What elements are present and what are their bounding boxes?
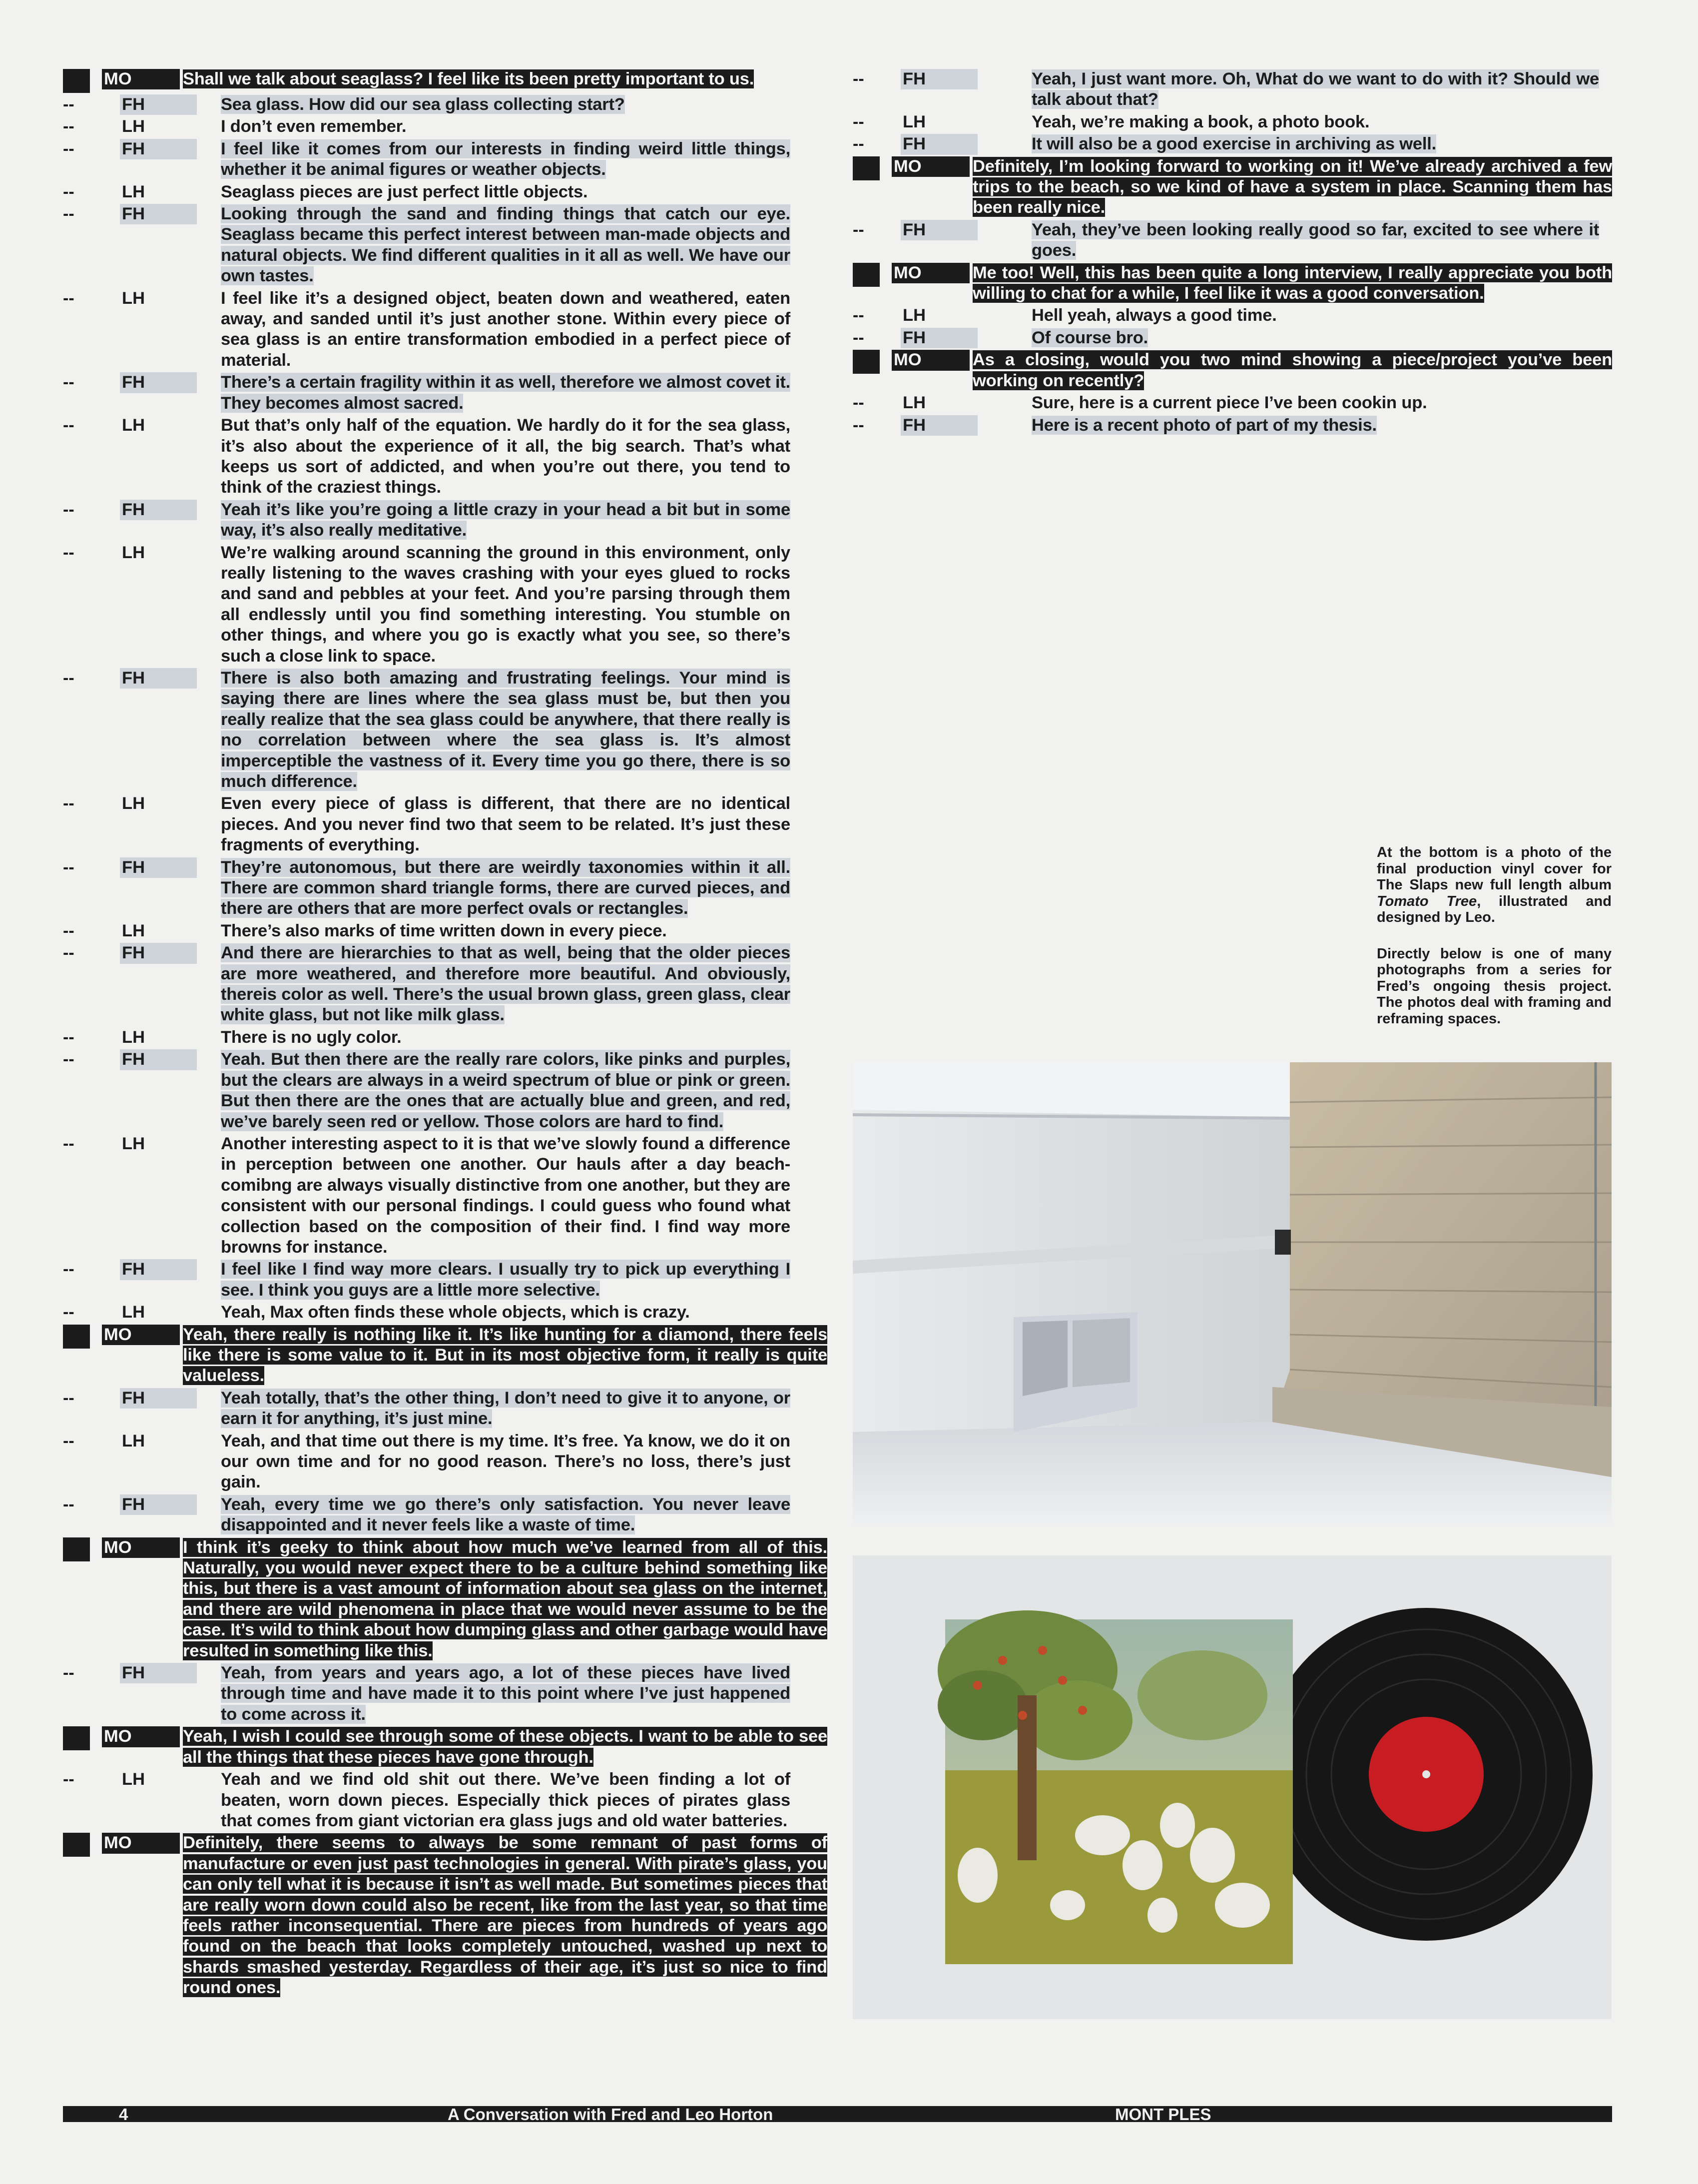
dialogue-text: Me too! Well, this has been quite a long interview, I really appreciate you both willing to chat for a while, I feel like it was a good conversation. <box>973 263 1612 303</box>
dash-marker: -- <box>63 1303 74 1322</box>
dialogue-turn <box>63 288 827 371</box>
dialogue-text: Yeah, I just want more. Oh, What do we want to do with it? Should we talk about that? <box>1032 69 1599 109</box>
dash-marker: -- <box>63 117 74 136</box>
interviewer-marker-square <box>63 1726 90 1750</box>
speaker-initials: FH <box>901 328 978 348</box>
dialogue-turn <box>853 220 1612 261</box>
speaker-initials: MO <box>892 156 970 177</box>
interviewer-marker-square <box>853 350 880 374</box>
dialogue-text-wrapper <box>221 793 790 855</box>
dialogue-turn <box>63 943 827 1026</box>
speaker-initials: MO <box>102 69 180 89</box>
dialogue-turn <box>63 793 827 855</box>
dialogue-text: We’re walking around scanning the ground in this environment, only really listening to the waves crashing with your eyes glued to rocks and sand and pebbles at your feet. And you’re parsing through them all endlessly until you find something interesting. You stumble on other things, and where you go is exactly what you see, so there’s such a close link to space. <box>221 543 790 666</box>
dash-marker: -- <box>63 1388 74 1408</box>
speaker-initials: LH <box>122 416 145 435</box>
dialogue-text-wrapper <box>221 543 790 667</box>
dialogue-text-wrapper <box>221 139 790 180</box>
dialogue-turn <box>63 372 827 414</box>
thesis-room-photo <box>853 1062 1612 1525</box>
dialogue-turn <box>63 182 827 202</box>
speaker-initials: MO <box>102 1726 180 1747</box>
speaker-initials: LH <box>122 1431 145 1451</box>
dialogue-text-wrapper <box>183 1537 827 1661</box>
dialogue-text: I feel like it comes from our interests in finding weird little things, whether it be animal figures or weather objects. <box>221 139 790 179</box>
dialogue-text-wrapper <box>1032 134 1599 154</box>
speaker-initials: LH <box>122 1770 145 1789</box>
dialogue-text-wrapper <box>183 69 827 89</box>
dialogue-turn <box>63 204 827 287</box>
dialogue-turn <box>63 1537 827 1661</box>
speaker-initials: LH <box>122 288 145 308</box>
dialogue-turn <box>63 139 827 180</box>
vinyl-illustration <box>853 1555 1612 2019</box>
dash-marker: -- <box>63 921 74 940</box>
dash-marker: -- <box>63 668 74 688</box>
speaker-initials: LH <box>903 393 926 413</box>
dialogue-text: Even every piece of glass is different, that there are no identical pieces. And you never find two that seem to be related. It’s just these fragments of everything. <box>221 794 790 855</box>
dialogue-turn <box>63 668 827 792</box>
vinyl-record <box>1260 1608 1593 1941</box>
dash-marker: -- <box>63 416 74 435</box>
dialogue-text-wrapper <box>183 1325 827 1387</box>
interview-column-right <box>853 69 1612 437</box>
dialogue-turn <box>63 1833 827 1998</box>
dash-marker: -- <box>63 794 74 813</box>
dialogue-text: Here is a recent photo of part of my thesis. <box>1032 415 1377 435</box>
article-title: A Conversation with Fred and Leo Horton <box>448 2105 773 2124</box>
dialogue-turn <box>63 1325 827 1387</box>
speaker-initials: FH <box>120 94 197 115</box>
dash-marker: -- <box>63 1431 74 1451</box>
dialogue-text-wrapper <box>973 156 1612 218</box>
dialogue-text: There’s a certain fragility within it as well, therefore we almost covet it. They becomes almost sacred. <box>221 373 790 413</box>
dialogue-turn <box>63 116 827 137</box>
dialogue-text: As a closing, would you two mind showing a piece/project you’ve been working on recently? <box>973 350 1612 390</box>
dialogue-text: Yeah. But then there are the really rare colors, like pinks and purples, but the clears are always in a weird spectrum of blue or pink or green. But then there are the ones that are actually blue and green, and red, we’ve barely seen red or yellow. Those colors are hard to find. <box>221 1050 790 1131</box>
dash-marker: -- <box>853 393 864 413</box>
dash-marker: -- <box>63 373 74 392</box>
dialogue-turn <box>63 1388 827 1430</box>
dialogue-text: And there are hierarchies to that as well, being that the older pieces are more weathered, and therefore more beautiful. And obviously, thereis color as well. There’s the usual brown glass, green glass, clear white glass, but not like milk glass. <box>221 943 790 1025</box>
speaker-initials: MO <box>102 1833 180 1853</box>
dialogue-turn <box>853 305 1612 326</box>
dialogue-text-wrapper <box>1032 69 1599 110</box>
dash-marker: -- <box>63 943 74 963</box>
dialogue-text-wrapper <box>221 1388 790 1430</box>
speaker-initials: FH <box>120 668 197 689</box>
dialogue-text-wrapper <box>221 94 790 115</box>
dash-marker: -- <box>853 415 864 435</box>
dialogue-text-wrapper <box>221 1259 790 1301</box>
dialogue-text: They’re autonomous, but there are weirdly taxonomies within it all. There are common shard triangle forms, there are curved pieces, and there are others that are more perfect ovals or rectangles. <box>221 857 790 918</box>
dialogue-text-wrapper <box>221 182 790 202</box>
interview-column-left <box>63 69 827 2000</box>
dialogue-turn <box>853 393 1612 413</box>
speaker-initials: FH <box>120 1494 197 1515</box>
dash-marker: -- <box>63 1770 74 1789</box>
interviewer-marker-square <box>63 1325 90 1349</box>
interviewer-marker-square <box>63 69 90 93</box>
caption-album-cover: At the bottom is a photo of the final production vinyl cover for The Slaps new full length album Tomato Tree, illustrated and designed by Leo. <box>1377 844 1612 925</box>
dialogue-turn <box>63 415 827 498</box>
dialogue-text: I feel like I find way more clears. I usually try to pick up everything I see. I think you guys are a little more selective. <box>221 1260 790 1300</box>
speaker-initials: FH <box>120 500 197 520</box>
speaker-initials: LH <box>122 1303 145 1322</box>
dialogue-text-wrapper <box>1032 328 1599 348</box>
dash-marker: -- <box>63 543 74 562</box>
speaker-initials: FH <box>901 415 978 436</box>
dialogue-text: Yeah, they’ve been looking really good so far, excited to see where it goes. <box>1032 220 1599 260</box>
dialogue-text-wrapper <box>221 1769 790 1831</box>
speaker-initials: FH <box>120 372 197 393</box>
speaker-initials: LH <box>122 117 145 136</box>
interviewer-marker-square <box>853 263 880 287</box>
dash-marker: -- <box>853 220 864 239</box>
speaker-initials: MO <box>892 263 970 283</box>
dash-marker: -- <box>853 69 864 88</box>
dialogue-text-wrapper <box>221 288 790 371</box>
dialogue-text: It will also be a good exercise in archiving as well. <box>1032 134 1437 154</box>
dialogue-text-wrapper <box>221 943 790 1026</box>
dialogue-text-wrapper <box>221 1431 790 1493</box>
dialogue-text: I don’t even remember. <box>221 117 407 136</box>
dialogue-text-wrapper <box>183 1833 827 1998</box>
dash-marker: -- <box>63 204 74 224</box>
dash-marker: -- <box>63 500 74 519</box>
speaker-initials: FH <box>120 139 197 159</box>
dialogue-text-wrapper <box>973 263 1612 304</box>
dash-marker: -- <box>63 1050 74 1069</box>
dialogue-turn <box>63 1769 827 1831</box>
dialogue-text-wrapper <box>221 1134 790 1258</box>
speaker-initials: LH <box>122 182 145 201</box>
dialogue-text-wrapper <box>221 116 790 137</box>
speaker-initials: FH <box>120 1663 197 1683</box>
dialogue-turn <box>63 500 827 541</box>
dialogue-text: Of course bro. <box>1032 328 1148 347</box>
dialogue-turn <box>63 94 827 115</box>
speaker-initials: FH <box>120 943 197 963</box>
dialogue-text: There is also both amazing and frustrating feelings. Your mind is saying there are lines where the sea glass must be, but then you really realize that the sea glass could be anywhere, that there really is no correlation between where the sea glass is. It’s almost imperceptible the vastness of it. Every time you go there, there is so much difference. <box>221 668 790 791</box>
dialogue-text-wrapper <box>221 857 790 919</box>
speaker-initials: LH <box>122 1134 145 1153</box>
dialogue-text-wrapper <box>221 500 790 541</box>
dialogue-turn <box>853 263 1612 304</box>
dash-marker: -- <box>63 288 74 308</box>
dialogue-text-wrapper <box>183 1726 827 1768</box>
dash-marker: -- <box>63 139 74 158</box>
dialogue-text-wrapper <box>221 1027 790 1048</box>
dialogue-text: Seaglass pieces are just perfect little objects. <box>221 182 588 201</box>
photo-captions <box>1377 844 1612 1047</box>
dialogue-text: But that’s only half of the equation. We hardly do it for the sea glass, it’s also about the experience of it all, the big search. That’s what keeps us sort of addicted, and when you’re out there, you tend to think of the craziest things. <box>221 416 790 497</box>
album-cover-photo <box>853 1555 1612 2019</box>
dash-marker: -- <box>853 134 864 154</box>
dialogue-text-wrapper <box>221 1302 790 1323</box>
dash-marker: -- <box>63 857 74 877</box>
speaker-initials: FH <box>120 857 197 878</box>
dialogue-text: Yeah, I wish I could see through some of these objects. I want to be able to see all the things that these pieces have gone through. <box>183 1727 827 1767</box>
dialogue-text-wrapper <box>1032 305 1599 326</box>
dash-marker: -- <box>853 328 864 347</box>
dialogue-text: Definitely, I’m looking forward to working on it! We’ve already archived a few trips to the beach, so we kind of have a system in place. Scanning them has been really nice. <box>973 156 1612 217</box>
dialogue-text: Yeah, there really is nothing like it. It’s like hunting for a diamond, there feels like there is some value to it. But in its most objective form, it really is quite valueless. <box>183 1325 827 1386</box>
speaker-initials: FH <box>120 1049 197 1070</box>
dialogue-turn <box>63 1134 827 1258</box>
speaker-initials: MO <box>102 1537 180 1558</box>
dialogue-turn <box>63 1259 827 1301</box>
page-number: 4 <box>119 2105 128 2124</box>
dialogue-text: There is no ugly color. <box>221 1027 402 1047</box>
dialogue-text-wrapper <box>1032 393 1599 413</box>
album-title: Tomato Tree <box>1377 893 1477 909</box>
dialogue-text: Yeah, every time we go there’s only satisfaction. You never leave disappointed and it never feels like a waste of time. <box>221 1494 790 1535</box>
speaker-initials: FH <box>120 204 197 224</box>
dialogue-text-wrapper <box>221 1494 790 1536</box>
dialogue-turn <box>63 921 827 941</box>
dialogue-text-wrapper <box>1032 415 1599 436</box>
speaker-initials: LH <box>122 794 145 813</box>
interviewer-marker-square <box>853 156 880 180</box>
dash-marker: -- <box>63 1027 74 1047</box>
dialogue-turn <box>63 1431 827 1493</box>
dash-marker: -- <box>63 1134 74 1153</box>
dialogue-turn <box>853 350 1612 391</box>
dialogue-turn <box>63 1027 827 1048</box>
dialogue-text: I feel like it’s a designed object, beaten down and weathered, eaten away, and sanded until it’s just another stone. Within every piece of sea glass is an entire transformation embodied in a perfect piece of material. <box>221 288 790 370</box>
dialogue-text-wrapper <box>221 1663 790 1725</box>
dash-marker: -- <box>63 95 74 114</box>
dialogue-text: Yeah totally, that’s the other thing, I don’t need to give it to anyone, or earn it for anything, it’s just mine. <box>221 1388 790 1429</box>
dash-marker: -- <box>853 306 864 325</box>
dialogue-turn <box>853 328 1612 348</box>
dialogue-text: I think it’s geeky to think about how much we’ve learned from all of this. Naturally, you would never expect there to be a culture behind something like this, but there is a vast amount of information about sea glass on the internet, and there are wild phenomena in place that we would never assume to be the case. It’s wild to think about how dumping glass and other garbage would have resulted in something like this. <box>183 1537 827 1660</box>
dialogue-text: Sea glass. How did our sea glass collecting start? <box>221 95 625 114</box>
dialogue-turn <box>63 1049 827 1132</box>
dash-marker: -- <box>63 1260 74 1279</box>
dialogue-text-wrapper <box>973 350 1612 391</box>
interviewer-marker-square <box>63 1833 90 1857</box>
dialogue-text: Shall we talk about seaglass? I feel like its been pretty important to us. <box>183 69 754 88</box>
dialogue-turn <box>63 1726 827 1768</box>
dialogue-text-wrapper <box>221 204 790 287</box>
dialogue-turn <box>63 69 827 93</box>
dialogue-turn <box>63 857 827 919</box>
dialogue-text-wrapper <box>221 668 790 792</box>
publication-name: MONT PLES <box>1115 2105 1211 2124</box>
speaker-initials: FH <box>901 134 978 154</box>
dialogue-text: Sure, here is a current piece I’ve been cookin up. <box>1032 393 1427 413</box>
dialogue-text-wrapper <box>221 415 790 498</box>
dialogue-text: Looking through the sand and finding things that catch our eye. Seaglass became this perfect interest between man-made objects and natural objects. We find different qualities in it all as well. We have our own tastes. <box>221 204 790 286</box>
speaker-initials: LH <box>122 921 145 940</box>
speaker-initials: LH <box>903 306 926 325</box>
dialogue-turn <box>63 1494 827 1536</box>
dialogue-turn <box>63 543 827 667</box>
dialogue-text: There’s also marks of time written down in every piece. <box>221 921 667 940</box>
dialogue-text: Yeah, we’re making a book, a photo book. <box>1032 112 1370 131</box>
speaker-initials: FH <box>901 69 978 89</box>
dash-marker: -- <box>853 112 864 131</box>
dialogue-text-wrapper <box>221 1049 790 1132</box>
dialogue-text: Yeah, from years and years ago, a lot of these pieces have lived through time and have made it to this point where I’ve just happened to come across it. <box>221 1663 790 1724</box>
speaker-initials: LH <box>903 112 926 131</box>
dialogue-turn <box>63 1663 827 1725</box>
caption-thesis-photo: Directly below is one of many photographs from a series for Fred’s ongoing thesis project. The photos deal with framing and reframing spaces. <box>1377 945 1612 1027</box>
dialogue-text: Another interesting aspect to it is that we’ve slowly found a difference in perception between one another. Our hauls after a day beach-comibng are always visually distinctive from one another, but they are consistent with our personal findings. I could guess who found what collection based on the composition of their find. I find way more browns for instance. <box>221 1134 790 1257</box>
dialogue-turn <box>853 134 1612 154</box>
dialogue-text: Yeah and we find old shit out there. We’ve been finding a lot of beaten, worn down pieces. Especially thick pieces of pirates glass that comes from giant victorian era glass jugs and old water batteries. <box>221 1770 790 1830</box>
dialogue-turn <box>853 112 1612 132</box>
dialogue-turn <box>853 69 1612 110</box>
dialogue-text-wrapper <box>1032 112 1599 132</box>
speaker-initials: FH <box>901 220 978 240</box>
dialogue-text-wrapper <box>221 372 790 414</box>
speaker-initials: LH <box>122 1027 145 1047</box>
dialogue-text: Hell yeah, always a good time. <box>1032 306 1277 325</box>
dialogue-turn <box>853 415 1612 436</box>
speaker-initials: LH <box>122 543 145 562</box>
dash-marker: -- <box>63 1663 74 1683</box>
dialogue-text-wrapper <box>221 921 790 941</box>
dialogue-text: Definitely, there seems to always be some remnant of past forms of manufacture or even just past technologies in general. With pirate’s glass, you can only tell what it is because it isn’t as well made. But sometimes pieces that are really worn down could also be recent, like from the last year, so that time feels rather inconsequential. There are pieces from hundreds of years ago found on the beach that looks completely untouched, washed up next to shards smashed yesterday. Regardless of their age, it’s just so nice to find round ones. <box>183 1833 827 1998</box>
dialogue-text: Yeah, and that time out there is my time. It’s free. Ya know, we do it on our own time and for no good reason. There’s no loss, there’s just gain. <box>221 1431 790 1492</box>
dash-marker: -- <box>63 1494 74 1514</box>
speaker-initials: MO <box>892 350 970 370</box>
dash-marker: -- <box>63 182 74 201</box>
dialogue-turn <box>63 1302 827 1323</box>
dialogue-text: Yeah, Max often finds these whole objects, which is crazy. <box>221 1303 690 1322</box>
interviewer-marker-square <box>63 1537 90 1561</box>
page-footer <box>63 2106 1612 2122</box>
speaker-initials: FH <box>120 1259 197 1280</box>
speaker-initials: FH <box>120 1388 197 1409</box>
dialogue-text: Yeah it’s like you’re going a little crazy in your head a bit but in some way, it’s also really meditative. <box>221 500 790 540</box>
room-illustration <box>853 1062 1612 1525</box>
dialogue-text-wrapper <box>1032 220 1599 261</box>
album-cover-art <box>938 1610 1293 1964</box>
speaker-initials: MO <box>102 1325 180 1345</box>
dialogue-turn <box>853 156 1612 218</box>
